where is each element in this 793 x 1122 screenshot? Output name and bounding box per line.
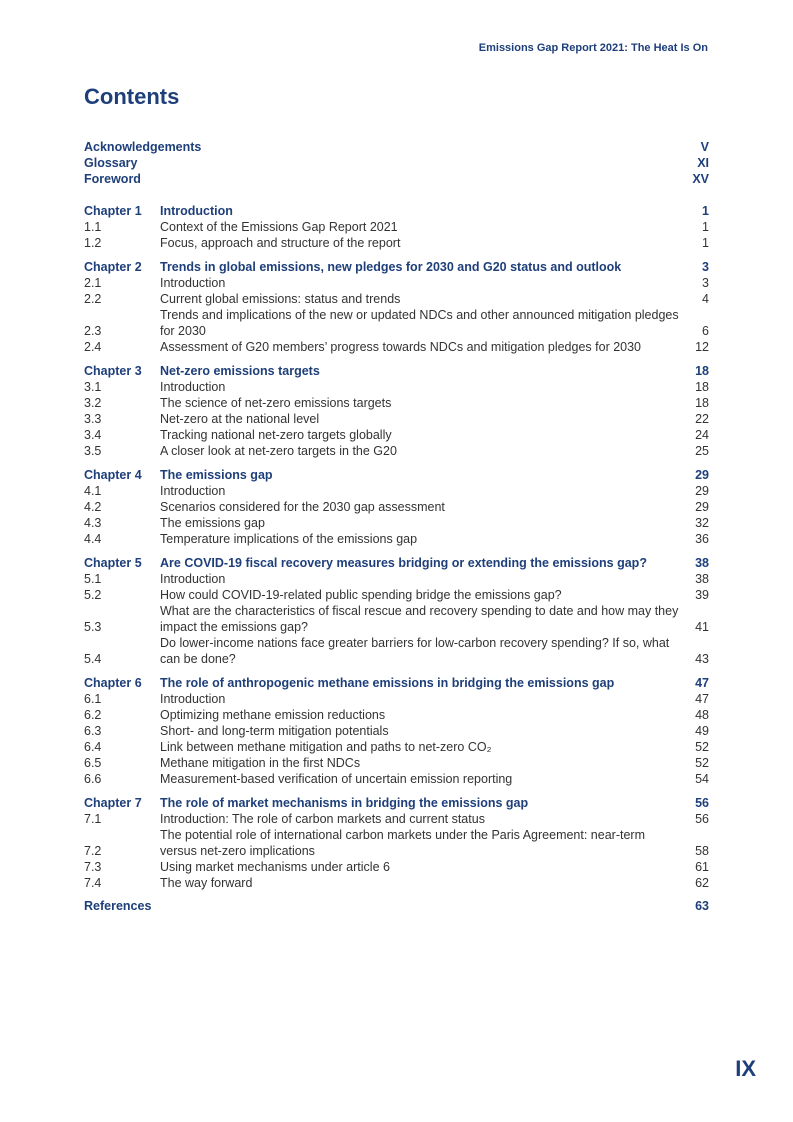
entry-page: 25	[695, 444, 709, 458]
entry-number: 5.3	[84, 620, 102, 634]
entry-page: 41	[695, 620, 709, 634]
entry-number: 2.1	[84, 276, 102, 290]
toc-chapter-heading[interactable]	[84, 675, 709, 691]
toc-section-item[interactable]	[84, 723, 709, 739]
toc-section-item[interactable]	[84, 443, 709, 459]
toc-section-item[interactable]	[84, 811, 709, 827]
entry-title: The science of net-zero emissions targets	[160, 396, 392, 410]
entry-page: 39	[695, 588, 709, 602]
entry-page: 36	[695, 532, 709, 546]
entry-page: 29	[695, 484, 709, 498]
entry-page: 38	[695, 572, 709, 586]
toc-section-item[interactable]	[84, 499, 709, 515]
toc-section-item[interactable]	[84, 707, 709, 723]
entry-title: The emissions gap	[160, 516, 265, 530]
entry-page: 62	[695, 876, 709, 890]
entry-number: 6.3	[84, 724, 102, 738]
toc-section-item[interactable]	[84, 379, 709, 395]
entry-title: A closer look at net-zero targets in the G20	[160, 444, 397, 458]
toc-section-item[interactable]	[84, 515, 709, 531]
entry-title: Foreword	[84, 172, 141, 186]
entry-title: Tracking national net-zero targets globally	[160, 428, 392, 442]
toc-section-item[interactable]	[84, 859, 709, 875]
entry-title: Introduction	[160, 692, 226, 706]
entry-title: Introduction	[160, 380, 226, 394]
table-of-contents	[84, 139, 709, 914]
entry-number: Chapter 7	[84, 796, 142, 810]
entry-title: Current global emissions: status and trends	[160, 292, 401, 306]
entry-number: 2.3	[84, 324, 102, 338]
entry-page: 38	[695, 556, 709, 570]
page-title: Contents	[84, 84, 180, 109]
entry-page: XV	[692, 172, 709, 186]
toc-front-matter-item[interactable]	[84, 171, 709, 187]
entry-title: Short- and long-term mitigation potentials	[160, 724, 389, 738]
toc-section-item[interactable]	[84, 771, 709, 787]
entry-title: Do lower-income nations face greater barriers for low-carbon recovery spending? If so, what can be done?	[160, 636, 670, 666]
entry-number: 7.4	[84, 876, 102, 890]
entry-page: 63	[695, 899, 709, 913]
entry-number: 1.1	[84, 220, 102, 234]
entry-number: 5.2	[84, 588, 102, 602]
entry-title: Glossary	[84, 156, 138, 170]
entry-page: 56	[695, 796, 709, 810]
entry-page: 12	[695, 340, 709, 354]
entry-title: The role of market mechanisms in bridging the emissions gap	[160, 796, 529, 810]
entry-number: 7.1	[84, 812, 102, 826]
entry-title: How could COVID-19-related public spending bridge the emissions gap?	[160, 588, 562, 602]
entry-page: V	[700, 140, 709, 154]
entry-number: 2.4	[84, 340, 102, 354]
toc-section-item[interactable]	[84, 339, 709, 355]
entry-title: Introduction	[160, 484, 226, 498]
toc-section-item[interactable]	[84, 603, 709, 635]
entry-title: References	[84, 899, 152, 913]
toc-section-item[interactable]	[84, 755, 709, 771]
toc-front-matter-item[interactable]	[84, 155, 709, 171]
entry-title: Net-zero at the national level	[160, 412, 320, 426]
entry-number: 3.1	[84, 380, 102, 394]
toc-section-item[interactable]	[84, 691, 709, 707]
entry-page: 29	[695, 468, 709, 482]
toc-front-matter-item[interactable]	[84, 139, 709, 155]
toc-chapter-heading[interactable]	[84, 259, 709, 275]
toc-chapter-heading[interactable]	[84, 203, 709, 219]
entry-page: 61	[695, 860, 709, 874]
toc-section-item[interactable]	[84, 307, 709, 339]
entry-page: 32	[695, 516, 709, 530]
entry-page: 47	[695, 692, 709, 706]
toc-chapter-heading[interactable]	[84, 555, 709, 571]
toc-section-item[interactable]	[84, 587, 709, 603]
entry-title: Focus, approach and structure of the report	[160, 236, 401, 250]
entry-number: 5.4	[84, 652, 102, 666]
entry-number: Chapter 1	[84, 204, 142, 218]
toc-section-item[interactable]	[84, 739, 709, 755]
entry-title: The way forward	[160, 876, 253, 890]
entry-page: 52	[695, 740, 709, 754]
entry-number: 6.6	[84, 772, 102, 786]
entry-title: Measurement-based verification of uncertain emission reporting	[160, 772, 513, 786]
entry-title: Introduction	[160, 572, 226, 586]
toc-chapter-heading[interactable]	[84, 467, 709, 483]
entry-title: Using market mechanisms under article 6	[160, 860, 390, 874]
toc-section-item[interactable]	[84, 483, 709, 499]
entry-page: 1	[702, 204, 709, 218]
entry-number: 6.5	[84, 756, 102, 770]
toc-section-item[interactable]	[84, 875, 709, 891]
entry-title: Introduction: The role of carbon markets and current status	[160, 812, 485, 826]
entry-title: Assessment of G20 members’ progress towards NDCs and mitigation pledges for 2030	[160, 340, 642, 354]
toc-section-item[interactable]	[84, 635, 709, 667]
entry-page: 48	[695, 708, 709, 722]
toc-section-item[interactable]	[84, 571, 709, 587]
entry-number: Chapter 5	[84, 556, 142, 570]
entry-page: 56	[695, 812, 709, 826]
entry-number: 3.4	[84, 428, 102, 442]
entry-page: 3	[702, 260, 709, 274]
entry-title: Acknowledgements	[84, 140, 202, 154]
entry-number: Chapter 4	[84, 468, 142, 482]
entry-page: XI	[697, 156, 709, 170]
entry-page: 24	[695, 428, 709, 442]
entry-page: 47	[695, 676, 709, 690]
entry-page: 18	[695, 396, 709, 410]
entry-title: Optimizing methane emission reductions	[160, 708, 386, 722]
entry-page: 54	[695, 772, 709, 786]
toc-chapter-heading[interactable]	[84, 795, 709, 811]
entry-number: 5.1	[84, 572, 102, 586]
entry-number: 6.4	[84, 740, 102, 754]
entry-number: Chapter 3	[84, 364, 142, 378]
entry-number: 3.5	[84, 444, 102, 458]
entry-title: Methane mitigation in the first NDCs	[160, 756, 361, 770]
entry-title: Temperature implications of the emissions gap	[160, 532, 418, 546]
entry-number: 4.2	[84, 500, 102, 514]
entry-page: 18	[695, 380, 709, 394]
entry-number: 4.3	[84, 516, 102, 530]
entry-page: 49	[695, 724, 709, 738]
entry-title: What are the characteristics of fiscal rescue and recovery spending to date and how may they impact the emissions gap?	[160, 604, 679, 634]
running-header: Emissions Gap Report 2021: The Heat Is On	[478, 42, 708, 54]
entry-number: 1.2	[84, 236, 102, 250]
entry-title: Trends and implications of the new or updated NDCs and other announced mitigation pledges for 2030	[160, 308, 679, 338]
entry-number: 7.3	[84, 860, 102, 874]
entry-number: 2.2	[84, 292, 102, 306]
entry-number: 4.4	[84, 532, 102, 546]
toc-chapter-heading[interactable]	[84, 363, 709, 379]
page-number: IX	[735, 1056, 756, 1081]
entry-page: 18	[695, 364, 709, 378]
toc-references[interactable]	[84, 898, 709, 914]
entry-number: 3.3	[84, 412, 102, 426]
toc-section-item[interactable]	[84, 411, 709, 427]
entry-page: 4	[702, 292, 709, 306]
entry-title: The emissions gap	[160, 468, 273, 482]
entry-title: Introduction	[160, 276, 226, 290]
toc-section-item[interactable]	[84, 291, 709, 307]
entry-title: The potential role of international carbon markets under the Paris Agreement: near-term versus net-zero implications	[160, 828, 645, 858]
toc-section-item[interactable]	[84, 531, 709, 547]
entry-number: 3.2	[84, 396, 102, 410]
toc-section-item[interactable]	[84, 395, 709, 411]
toc-section-item[interactable]	[84, 827, 709, 859]
toc-section-item[interactable]	[84, 427, 709, 443]
entry-number: 6.2	[84, 708, 102, 722]
entry-title: Net-zero emissions targets	[160, 364, 320, 378]
entry-title: Trends in global emissions, new pledges for 2030 and G20 status and outlook	[160, 260, 622, 274]
entry-page: 1	[702, 236, 709, 250]
entry-page: 1	[702, 220, 709, 234]
entry-page: 43	[695, 652, 709, 666]
entry-page: 22	[695, 412, 709, 426]
entry-page: 52	[695, 756, 709, 770]
entry-number: Chapter 2	[84, 260, 142, 274]
entry-title: Link between methane mitigation and paths to net-zero CO₂	[160, 740, 492, 754]
entry-title: Context of the Emissions Gap Report 2021	[160, 220, 398, 234]
entry-title: Are COVID-19 fiscal recovery measures bridging or extending the emissions gap?	[160, 556, 647, 570]
entry-title: Scenarios considered for the 2030 gap assessment	[160, 500, 445, 514]
entry-number: 7.2	[84, 844, 102, 858]
entry-page: 58	[695, 844, 709, 858]
toc-section-item[interactable]	[84, 235, 709, 251]
toc-section-item[interactable]	[84, 275, 709, 291]
entry-page: 6	[702, 324, 709, 338]
entry-page: 29	[695, 500, 709, 514]
toc-section-item[interactable]	[84, 219, 709, 235]
entry-number: 4.1	[84, 484, 102, 498]
entry-number: Chapter 6	[84, 676, 142, 690]
entry-number: 6.1	[84, 692, 102, 706]
entry-title: Introduction	[160, 204, 233, 218]
entry-title: The role of anthropogenic methane emissions in bridging the emissions gap	[160, 676, 615, 690]
entry-page: 3	[702, 276, 709, 290]
